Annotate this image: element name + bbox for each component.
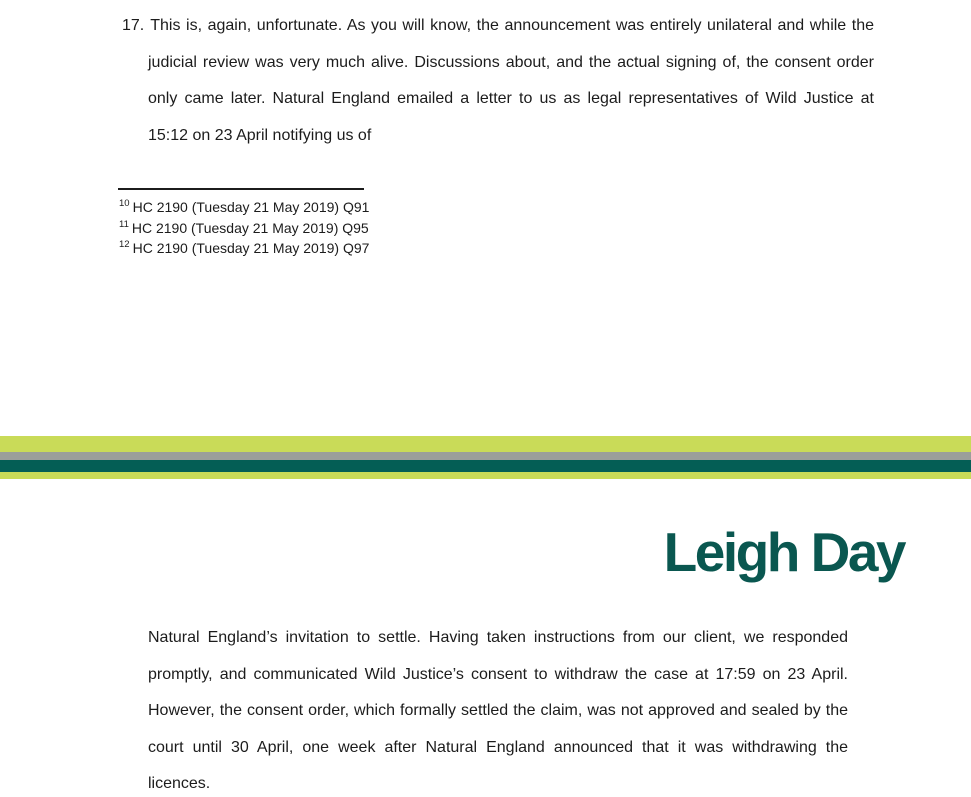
footnote-text: HC 2190 (Tuesday 21 May 2019) Q95 bbox=[131, 219, 369, 236]
page-break-band-gray bbox=[0, 452, 971, 460]
footnote-marker: 12 bbox=[119, 239, 130, 251]
paragraph-17-text: This is, again, unfortunate. As you will know, the announcement was entirely unilateral and while the judicial review was very much alive. Discussions about, and the actual signing of, the consent order only came later. Natural England emailed a letter to us as legal representatives of Wild Justice at 15:12 on 23 April notifying us of bbox=[148, 17, 874, 144]
footnote bbox=[119, 197, 619, 218]
footnote-list bbox=[119, 197, 619, 259]
page-break-band-lime-top bbox=[0, 436, 971, 452]
footnote-text: HC 2190 (Tuesday 21 May 2019) Q91 bbox=[132, 199, 370, 215]
leigh-day-logo: Leigh Day bbox=[663, 521, 904, 583]
paragraph-17 bbox=[122, 8, 874, 154]
footnote-text: HC 2190 (Tuesday 21 May 2019) Q97 bbox=[132, 240, 370, 256]
footnote-marker: 11 bbox=[119, 218, 129, 230]
footnote bbox=[119, 218, 619, 239]
footnote bbox=[119, 238, 619, 259]
paragraph-number: 17. bbox=[122, 17, 145, 34]
footnote-separator-rule bbox=[118, 188, 364, 190]
footnote-marker: 10 bbox=[119, 198, 130, 210]
page-break-band-lime-bottom bbox=[0, 472, 971, 479]
continuation-paragraph: Natural England’s invitation to settle. Having taken instructions from our client, we responded promptly, and communicated Wild Justice’s consent to withdraw the case at 17:59 on 23 April. However, the consent order, which formally settled the claim, was not approved and sealed by the court until 30 April, one week after Natural England announced that it was withdrawing the licences. bbox=[148, 629, 848, 793]
page-break-band-teal bbox=[0, 460, 971, 472]
